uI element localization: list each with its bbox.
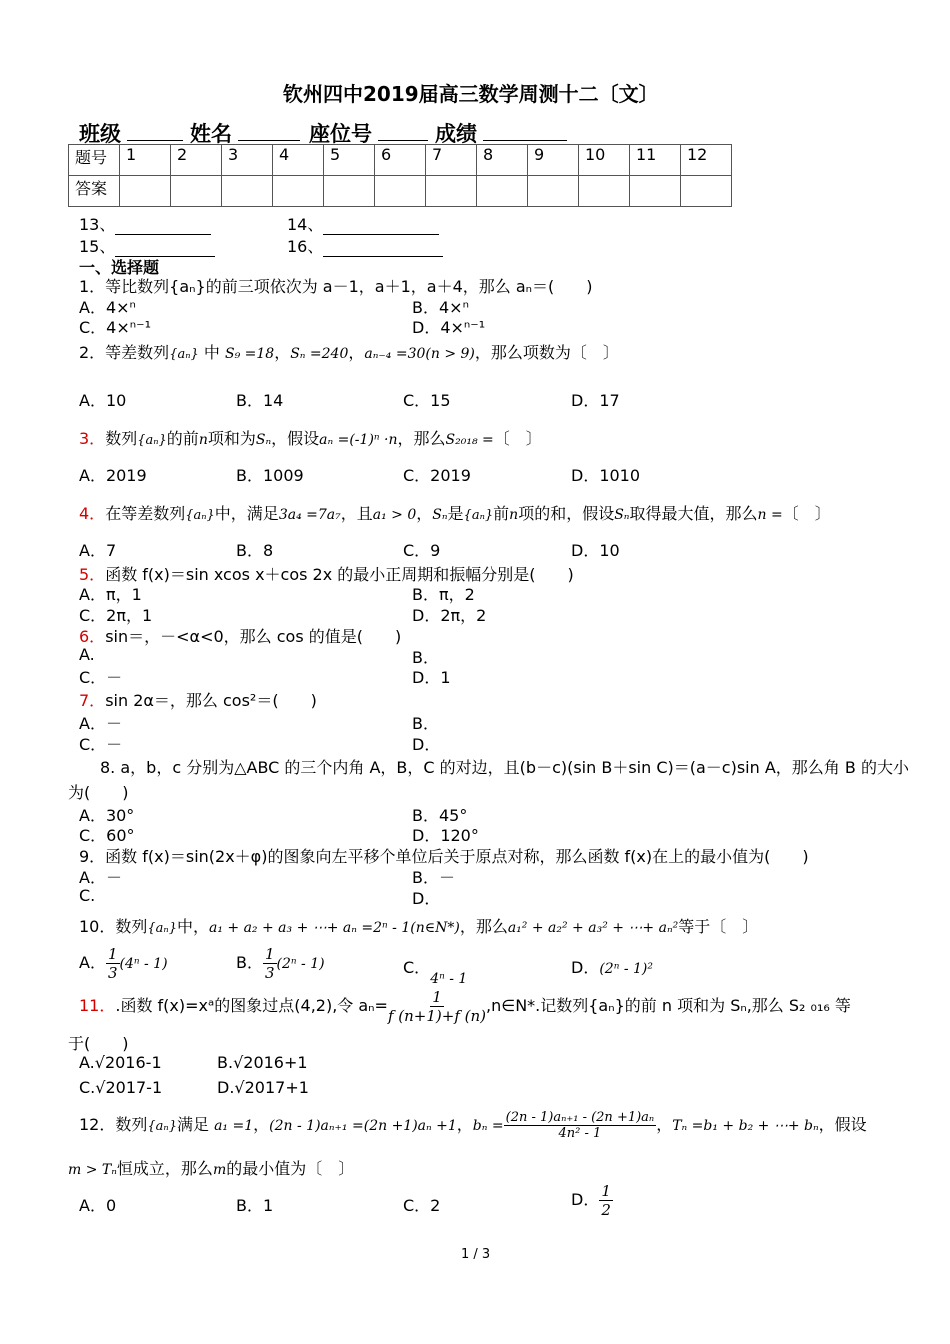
- q9-stem: 9．函数 f(x)＝sin(2x＋φ)的图象向左平移个单位后关于原点对称，那么函数 f(x)在上的最小值为( ): [79, 847, 809, 866]
- q11-option-a[interactable]: [79, 1053, 162, 1072]
- seq-an: {aₙ}: [137, 433, 167, 448]
- answer-table: [68, 144, 732, 207]
- question-number: 6: [375, 145, 426, 176]
- q2-option-b[interactable]: B．14: [236, 391, 284, 410]
- q1-option-b[interactable]: B．4×ⁿ: [412, 298, 469, 317]
- option-expr: (2ⁿ - 1)²: [599, 961, 653, 977]
- frac-num: 1: [264, 945, 275, 963]
- q9-option-a[interactable]: A．－: [79, 868, 122, 887]
- answer-cell[interactable]: [579, 176, 630, 207]
- seq-an: {aₙ}: [147, 921, 177, 936]
- option-letter: D.: [217, 1078, 235, 1097]
- seat-blank[interactable]: [378, 118, 428, 141]
- seq-an-text: aₙ: [471, 508, 485, 523]
- question-number: 2: [171, 145, 222, 176]
- answer-cell[interactable]: [375, 176, 426, 207]
- q7-option-d[interactable]: D．: [412, 735, 441, 754]
- frac-den: f (n+1)+f (n): [387, 1007, 487, 1025]
- q4-neq: n =: [757, 507, 783, 523]
- row-label: 答案: [69, 176, 120, 207]
- option-expr: √2017-1: [95, 1078, 163, 1097]
- q8-option-a[interactable]: A．30°: [79, 806, 135, 825]
- frac-num: 1: [432, 988, 442, 1006]
- question-number: 12: [681, 145, 732, 176]
- q4-cond: 3a₄ =7a₇: [278, 507, 341, 523]
- question-number: 4: [273, 145, 324, 176]
- seq-an-text: aₙ: [155, 921, 169, 936]
- q11-option-d[interactable]: [217, 1078, 309, 1097]
- q1-option-a[interactable]: A．4×ⁿ: [79, 298, 136, 317]
- frac-den: 2: [601, 1201, 611, 1219]
- option-letter: A.: [79, 1053, 95, 1072]
- q3-option-c[interactable]: C．2019: [403, 466, 471, 485]
- q12-stem: 12．数列{aₙ}满足 a₁ =1，(2n - 1)aₙ₊₁ =(2n +1)aₙ +1，bₙ = $\frac{\text{(2n - 1)aₙ₊₁ - (2n +1)aₙ}}{\text{4n² - 1}}$ ，Tₙ =b₁ + b₂ + ⋯+ bₙ，假设: [79, 1110, 867, 1141]
- q7-option-b[interactable]: B．: [412, 714, 439, 733]
- answer-cell[interactable]: [528, 176, 579, 207]
- q2-tail: ，那么项数为〔 〕: [474, 343, 619, 362]
- q10-option-b[interactable]: [236, 945, 325, 982]
- answer-cell[interactable]: [120, 176, 171, 207]
- q6-option-a[interactable]: A.: [79, 645, 95, 664]
- q1-option-d[interactable]: D．4×ⁿ⁻¹: [412, 318, 486, 337]
- frac-num: 1: [601, 1182, 611, 1200]
- question-number: 7: [426, 145, 477, 176]
- q10-text: ，那么: [459, 917, 508, 936]
- option-letter: C.: [79, 1078, 96, 1097]
- q8-option-b[interactable]: B．45°: [412, 806, 468, 825]
- seq-an: {aₙ}: [147, 1119, 177, 1134]
- q12-m: m: [212, 1162, 227, 1178]
- q7-text: sin 2α＝，那么 cos²＝( ): [105, 691, 317, 710]
- option-expr: (4ⁿ - 1): [119, 956, 168, 972]
- q4-cond: a₁ > 0: [372, 507, 417, 523]
- option-expr: 4ⁿ - 1: [430, 971, 468, 987]
- q4-option-a[interactable]: A．7: [79, 541, 117, 560]
- q3-text: 项和为: [207, 429, 256, 448]
- q3-option-a[interactable]: A．2019: [79, 466, 147, 485]
- q2-s9: S₉ =18: [224, 346, 275, 362]
- frac-den: 3: [264, 964, 275, 982]
- answer-cell[interactable]: [273, 176, 324, 207]
- q9-option-b[interactable]: B．－: [412, 868, 455, 887]
- q4-text: 前: [493, 504, 510, 523]
- seq-an-text: aₙ: [177, 347, 191, 362]
- q12-a1: a₁ =1: [214, 1118, 254, 1134]
- option-expr: √2017+1: [234, 1078, 309, 1097]
- question-number: 8: [477, 145, 528, 176]
- q7-option-c[interactable]: C．－: [79, 735, 123, 754]
- q4-stem: 4．在等差数列{aₙ}中，满足3a₄ =7a₇，且a₁ > 0，Sₙ是{aₙ}前n项的和，假设Sₙ取得最大值，那么n =〔 〕: [79, 504, 831, 523]
- q12-text: ，假设: [818, 1115, 867, 1134]
- blank-15[interactable]: [79, 234, 215, 257]
- q12-text: 满足: [176, 1115, 209, 1134]
- option-expr: √2016-1: [94, 1053, 162, 1072]
- frac-num: 1: [107, 945, 118, 963]
- blank-label: 16、: [287, 237, 324, 256]
- q11-option-b[interactable]: [217, 1053, 308, 1072]
- q1-stem: 1．等比数列{aₙ}的前三项依次为 a－1，a＋1，a＋4，那么 aₙ＝( ): [79, 277, 593, 296]
- q7-stem: [79, 688, 317, 711]
- q10-stem: [79, 914, 758, 937]
- q2-option-d[interactable]: D．17: [571, 391, 620, 410]
- q2-stem: 2．等差数列{aₙ} 中 S₉ =18，Sₙ =240，aₙ₋₄ =30(n > 9)，那么项数为〔 〕: [79, 343, 619, 362]
- answer-cell[interactable]: [426, 176, 477, 207]
- q3-text: ，假设: [271, 429, 320, 448]
- q12-option-a[interactable]: A．0: [79, 1196, 117, 1215]
- q11-text: .函数 f(x)=xᵃ的图象过点(4,2),令 aₙ=: [115, 996, 388, 1015]
- option-letter: A．: [79, 953, 106, 972]
- q12-rec: (2n - 1)aₙ₊₁ =(2n +1)aₙ +1: [269, 1118, 457, 1134]
- q12-stem-cont: [68, 1156, 354, 1179]
- frac-num: (2n - 1)aₙ₊₁ - (2n +1)aₙ: [505, 1110, 655, 1125]
- q6-option-d[interactable]: D．1: [412, 668, 451, 687]
- blank-16[interactable]: [287, 234, 443, 257]
- q3-formula: aₙ =(-1)ⁿ ·n: [319, 432, 398, 448]
- q2-option-a[interactable]: A．10: [79, 391, 127, 410]
- class-blank[interactable]: [127, 118, 183, 141]
- answer-cell[interactable]: [630, 176, 681, 207]
- q12-option-d[interactable]: [571, 1182, 613, 1219]
- q4-text: 是: [447, 504, 464, 523]
- q5-option-a[interactable]: A．π，1: [79, 585, 142, 604]
- q11-num: 11．: [79, 996, 116, 1015]
- q7-num: 7．: [79, 691, 106, 710]
- answer-cell[interactable]: [681, 176, 732, 207]
- option-letter: B.: [217, 1053, 234, 1072]
- page-title: 钦州四中2019届高三数学周测十二〔文〕: [283, 82, 659, 106]
- q12-cond: m > Tₙ: [68, 1162, 117, 1178]
- q3-s2018: S₂₀₁₈ =: [445, 432, 494, 448]
- q10-formula: a₁ + a₂ + a₃ + ⋯+ aₙ =2ⁿ - 1(n∈N*): [208, 920, 460, 936]
- q10-option-d[interactable]: [571, 955, 653, 978]
- option-letter: B．: [236, 953, 263, 972]
- q6-option-c[interactable]: C．－: [79, 668, 123, 687]
- question-number: 10: [579, 145, 630, 176]
- q4-text: 取得最大值，那么: [629, 504, 758, 523]
- blank-label: 13、: [79, 215, 116, 234]
- question-number: 3: [222, 145, 273, 176]
- answer-cell[interactable]: [222, 176, 273, 207]
- q12-option-b[interactable]: B．1: [236, 1196, 274, 1215]
- q4-option-b[interactable]: B．8: [236, 541, 274, 560]
- frac-den: 4n² - 1: [558, 1126, 602, 1141]
- page-number: 1 / 3: [461, 1247, 491, 1262]
- seq-an: {aₙ}: [169, 347, 199, 362]
- q2-mid: 中: [203, 343, 220, 362]
- q4-option-d[interactable]: D．10: [571, 541, 620, 560]
- seq-an-text: aₙ: [193, 508, 207, 523]
- q8-option-d[interactable]: D．120°: [412, 826, 479, 845]
- row-label: 题号: [69, 145, 120, 176]
- q4-text: 项的和，假设: [518, 504, 615, 523]
- q5-num: 5．: [79, 565, 106, 584]
- q9-option-c[interactable]: C.: [79, 886, 96, 905]
- q4-num: 4．: [79, 504, 106, 523]
- q5-option-b[interactable]: B．π，2: [412, 585, 475, 604]
- q11-stem: [79, 988, 851, 1025]
- q6-stem: [79, 624, 401, 647]
- section-heading: 一、选择题: [79, 258, 160, 277]
- q8-option-c[interactable]: C．60°: [79, 826, 135, 845]
- q4-text: 中，满足: [214, 504, 279, 523]
- q3-text: 数列: [105, 429, 138, 448]
- seq-an: {aₙ}: [463, 508, 494, 523]
- q3-text: 的前: [166, 429, 199, 448]
- table-row: [69, 176, 732, 207]
- q6-option-b[interactable]: B．: [412, 648, 439, 667]
- q7-option-a[interactable]: A．－: [79, 714, 122, 733]
- seq-an-text: aₙ: [145, 433, 159, 448]
- q5-option-c[interactable]: C．2π，1: [79, 606, 153, 625]
- q5-stem: [79, 562, 574, 585]
- q6-num: 6．: [79, 627, 106, 646]
- question-number: 9: [528, 145, 579, 176]
- seq-an-text: aₙ: [155, 1119, 169, 1134]
- q12-bn: bₙ =: [472, 1118, 504, 1134]
- q3-option-d[interactable]: D．1010: [571, 466, 641, 485]
- q4-option-c[interactable]: C．9: [403, 541, 441, 560]
- q12-tn: Tₙ =b₁ + b₂ + ⋯+ bₙ: [672, 1118, 819, 1134]
- q2-sn: Sₙ =240: [290, 346, 349, 362]
- q11-stem-cont: 于( ): [68, 1034, 129, 1053]
- frac-den: 3: [107, 964, 118, 982]
- q3-stem: 3．数列{aₙ}的前n项和为Sₙ，假设aₙ =(-1)ⁿ ·n，那么S₂₀₁₈ =〔 〕: [79, 429, 542, 448]
- q10-option-c[interactable]: [403, 955, 468, 987]
- q11-text: ,n∈N*.记数列{aₙ}的前 n 项和为 Sₙ,那么 S₂ ₀₁₆ 等: [486, 996, 851, 1015]
- q4-text: ，: [416, 504, 433, 523]
- blank-14[interactable]: [287, 212, 439, 235]
- q2-option-c[interactable]: C．15: [403, 391, 451, 410]
- q4-tail: 〔 〕: [782, 504, 831, 523]
- q3-text: ，那么: [397, 429, 446, 448]
- q2-num: 2．等差数列: [79, 343, 170, 362]
- q12-num: 12．数列: [79, 1115, 148, 1134]
- q12-option-c[interactable]: C．2: [403, 1196, 441, 1215]
- question-number: 1: [120, 145, 171, 176]
- q4-text: 在等差数列: [105, 504, 186, 523]
- q8-stem-cont: 为( ): [68, 783, 129, 802]
- q10-sum: a₁² + a₂² + a₃² + ⋯+ aₙ²: [507, 920, 679, 936]
- q11-option-c[interactable]: [79, 1078, 162, 1097]
- option-expr: (2ⁿ - 1): [276, 956, 325, 972]
- option-expr: √2016+1: [233, 1053, 308, 1072]
- blank-label: 15、: [79, 237, 116, 256]
- q1-option-c[interactable]: C．4×ⁿ⁻¹: [79, 318, 151, 337]
- question-number: 11: [630, 145, 681, 176]
- answer-cell[interactable]: [171, 176, 222, 207]
- option-letter: D．: [571, 1190, 600, 1209]
- option-letter: D．: [571, 958, 600, 977]
- q10-num: 10．数列: [79, 917, 148, 936]
- q9-option-d[interactable]: D．: [412, 889, 441, 908]
- question-number: 5: [324, 145, 375, 176]
- seat-label: 座位号: [309, 122, 372, 146]
- q2-an: aₙ₋₄ =30(n > 9): [364, 346, 475, 362]
- q10-text: 等于〔 〕: [678, 917, 759, 936]
- table-row: [69, 145, 732, 176]
- q5-option-d[interactable]: D．2π，2: [412, 606, 487, 625]
- blank-label: 14、: [287, 215, 324, 234]
- answer-cell[interactable]: [324, 176, 375, 207]
- class-label: 班级: [79, 122, 121, 146]
- option-letter: C．: [403, 958, 431, 977]
- name-blank[interactable]: [238, 118, 300, 141]
- q8-stem: 8. a，b，c 分别为△ABC 的三个内角 A，B，C 的对边，且(b－c)(sin B＋sin C)＝(a－c)sin A，那么角 B 的大小: [100, 758, 909, 777]
- q4-text: ，且: [340, 504, 373, 523]
- name-label: 姓名: [190, 122, 232, 146]
- q10-text: 中，: [176, 917, 209, 936]
- q12-text: 的最小值为〔 〕: [226, 1159, 355, 1178]
- q3-tail: 〔 〕: [493, 429, 542, 448]
- seq-an: {aₙ}: [185, 508, 215, 523]
- score-label: 成绩: [435, 122, 477, 146]
- score-blank[interactable]: [483, 118, 567, 141]
- q3-num: 3．: [79, 429, 106, 448]
- q12-text: 恒成立，那么: [116, 1159, 213, 1178]
- q10-option-a[interactable]: [79, 945, 168, 982]
- q6-text: sin＝，－<α<0，那么 cos 的值是( ): [105, 627, 402, 646]
- answer-cell[interactable]: [477, 176, 528, 207]
- q5-text: 函数 f(x)＝sin xcos x＋cos 2x 的最小正周期和振幅分别是( ): [105, 565, 574, 584]
- blank-13[interactable]: [79, 212, 211, 235]
- q3-option-b[interactable]: B．1009: [236, 466, 304, 485]
